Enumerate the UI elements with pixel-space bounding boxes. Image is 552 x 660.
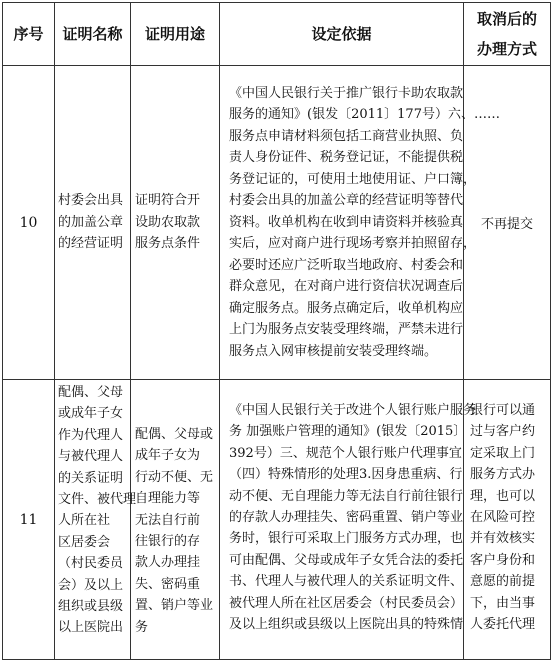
text-line: （四）特殊情形的处理3.因身患重病、行 <box>229 467 463 483</box>
text-line: 务 <box>135 619 149 635</box>
certificate-table <box>2 2 551 660</box>
text-line: 服务方式办 <box>470 467 536 483</box>
cert-name-cell <box>55 380 137 660</box>
table-row <box>3 66 551 380</box>
text-line: 可由配偶、父母或成年子女凭合法的委托 <box>229 552 464 568</box>
text-line: 实后，应对商户进行现场考察并拍照留存， <box>229 236 477 252</box>
text-line: 务时，银行可采取上门服务方式办理，也 <box>229 531 464 547</box>
header-use: 证明用途 <box>131 3 220 66</box>
text-line: 会）及以上 <box>58 577 124 593</box>
text-line: 《中国人民银行关于推广银行卡助农取款 <box>229 85 464 101</box>
text-line: 理，也可以 <box>470 488 536 504</box>
text-line: 成年子女为 <box>135 448 201 464</box>
after-method-cell <box>464 380 551 660</box>
after-method: 不再提交 <box>464 66 551 380</box>
text-line: 的经营证明 <box>58 236 124 252</box>
text-line: 文件、被代理 <box>58 492 137 508</box>
table-row <box>3 380 551 660</box>
text-line: 作为代理人 <box>58 427 124 443</box>
text-line: 书、代理人与被代理人的关系证明文件、 <box>229 574 464 590</box>
text-line: 失、密码重 <box>135 576 201 592</box>
cert-name-cell <box>55 66 131 380</box>
text-line: 的存款人办理挂失、密码重置、销户等业 <box>229 510 464 526</box>
legal-basis-cell <box>220 380 477 660</box>
text-line: 确定服务点。服务点确定后，收单机构应 <box>229 300 464 316</box>
text-line: 置、销户等业 <box>135 598 214 614</box>
text-line: 务 加强账户管理的通知》(银发〔2015〕 <box>229 424 467 440</box>
text-line: 群众意见，在对商户进行资信状况调查后 <box>229 279 464 295</box>
text-line: 并有效核实 <box>470 531 536 547</box>
text-line: 责人身份证件、税务登记证，不能提供税 <box>229 150 464 166</box>
text-line: 的加盖公章 <box>58 214 124 230</box>
text-line: 意愿的前提 <box>470 574 536 590</box>
text-line: 必要时还应广泛听取当地政府、村委会和 <box>229 257 464 273</box>
text-line: 人所在社 <box>58 513 111 529</box>
text-line: 往银行的存 <box>135 534 201 550</box>
cert-use <box>131 190 219 255</box>
text-line: 服务的通知》(银发〔2011〕177号）六、…… <box>229 107 500 123</box>
header-after-line: 办理方式 <box>476 40 537 58</box>
text-line: 村委会出具的加盖公章的经营证明等替代 <box>229 193 464 209</box>
text-line: 以上医院出 <box>58 620 124 636</box>
text-line: 过与客户约 <box>470 424 536 440</box>
text-line: 被代理人所在社区居委会（村民委员会） <box>229 595 464 611</box>
after-method <box>464 380 550 635</box>
text-line: 证明符合开 <box>135 193 201 209</box>
text-line: 设助农取款 <box>135 214 201 230</box>
text-line: 无法自行前 <box>135 512 201 528</box>
cert-use <box>131 380 219 638</box>
text-line: 资料。收单机构在收到申请资料并核验真 <box>229 214 464 230</box>
text-line: （村民委员 <box>58 556 124 572</box>
text-line: 《中国人民银行关于改进个人银行账户服务 <box>229 403 477 418</box>
text-line: 392号）三、规范个人银行账户代理事宜 <box>229 445 462 461</box>
text-line: 服务点条件 <box>135 236 201 252</box>
text-line: 服务点申请材料须包括工商营业执照、负 <box>229 128 464 144</box>
legal-basis-cell <box>220 66 500 380</box>
text-line: 银行可以通 <box>470 403 536 418</box>
text-line: 区居委会 <box>58 534 111 550</box>
header-row <box>3 3 551 66</box>
header-after <box>464 3 551 66</box>
header-basis: 设定依据 <box>220 3 464 66</box>
text-line: 下，由当事 <box>470 595 536 611</box>
text-line: 在风险可控 <box>470 510 536 526</box>
text-line: 及以上组织或县级以上医院出具的特殊情 <box>229 617 464 633</box>
cert-name <box>55 190 130 255</box>
text-line: 的关系证明 <box>58 470 124 486</box>
text-line: 自理能力等 <box>135 491 201 507</box>
cert-use-cell <box>131 380 220 660</box>
text-line: 动不便、无自理能力等无法自行前往银行 <box>229 488 464 504</box>
legal-basis <box>220 83 500 363</box>
text-line: 上门为服务点安装受理终端，严禁未进行 <box>229 322 464 338</box>
header-no: 序号 <box>3 3 55 66</box>
text-line: 人委托代理 <box>470 617 536 633</box>
header-name: 证明名称 <box>55 3 131 66</box>
text-line: 村委会出具 <box>58 193 124 209</box>
cert-use-cell <box>131 66 220 380</box>
text-line: 配偶、父母 <box>58 385 124 400</box>
header-after-line: 取消后的 <box>476 10 537 28</box>
row-no: 11 <box>3 380 55 660</box>
text-line: 或成年子女 <box>58 406 124 422</box>
text-line: 定采取上门 <box>470 445 536 461</box>
row-no: 10 <box>3 66 55 380</box>
text-line: 款人办理挂 <box>135 555 201 571</box>
text-line: 组织或县级 <box>58 599 124 615</box>
text-line: 行动不便、无 <box>135 469 214 485</box>
text-line: 配偶、父母或 <box>135 427 214 442</box>
cert-name <box>55 380 137 639</box>
text-line: 服务点入网审核提前安装受理终端。 <box>229 343 438 359</box>
text-line: 客户身份和 <box>470 552 536 568</box>
legal-basis <box>220 380 477 635</box>
text-line: 务登记证的，可使用土地使用证、户口簿， <box>229 171 477 187</box>
text-line: 与被代理人 <box>58 449 124 465</box>
